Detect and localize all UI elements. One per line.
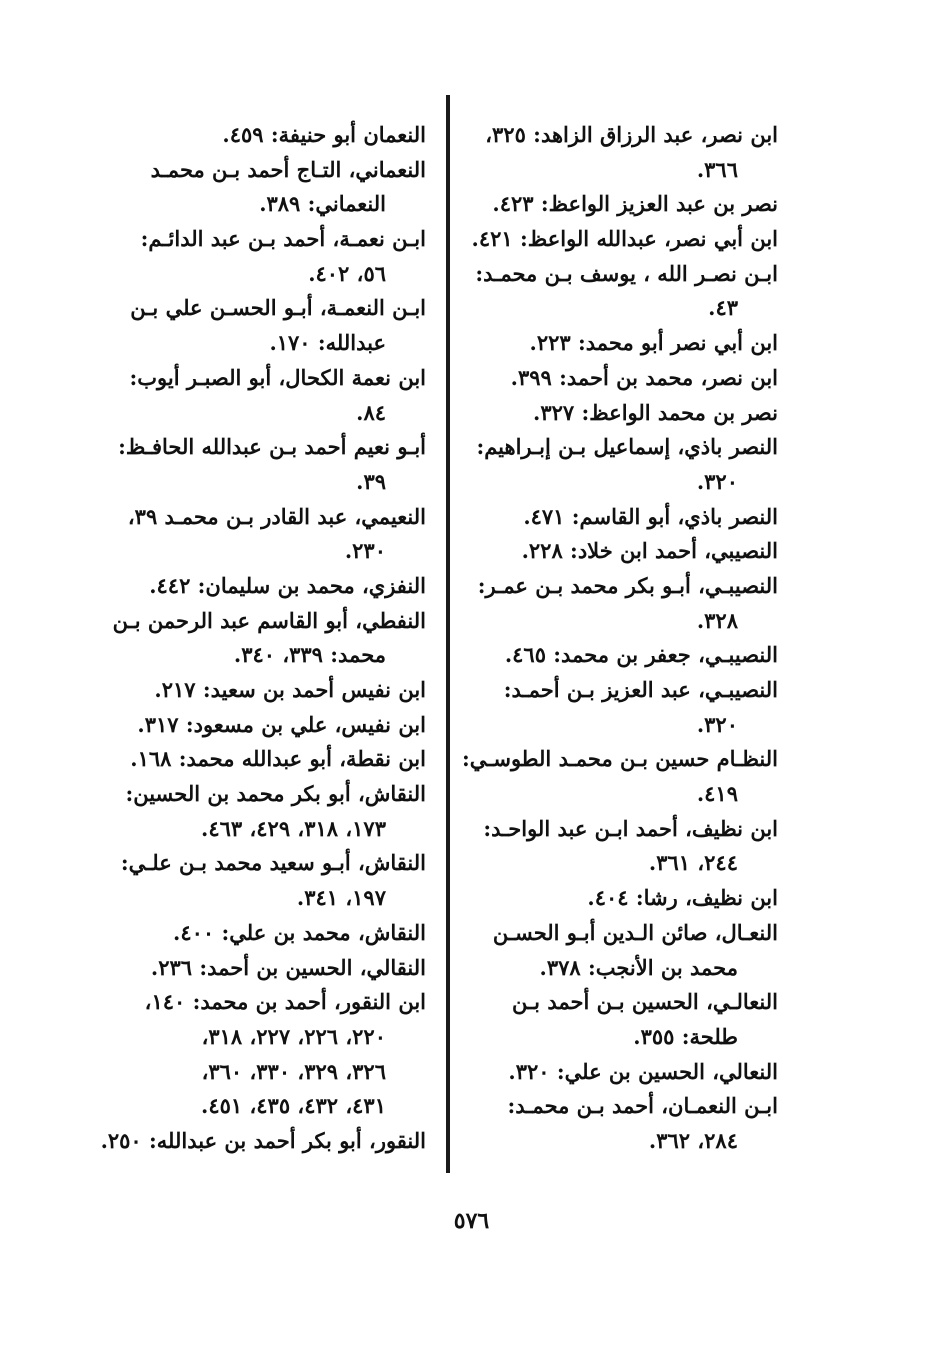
index-entry-line: عبدالله: ١٧٠. [269, 330, 386, 356]
index-entry-line: ابن أبي نصر أبو محمد: ٢٢٣. [529, 330, 778, 356]
index-entry-line: ابـن نصـر الله ، يوسف بـن محمـد: [475, 260, 778, 286]
index-entry-line: النفزي، محمد بن سليمان: ٤٤٢. [149, 572, 426, 598]
index-entry-line: ٤٣. [708, 295, 738, 321]
index-column-left [100, 118, 426, 1159]
index-entry-line: النصيبي، أحمد ابن خلاد: ٢٢٨. [521, 538, 778, 564]
index-entry-line: محمد بن الأنجب: ٣٧٨. [539, 954, 738, 980]
index-entry-line: النصيبـي، جعفر بن محمد: ٤٦٥. [504, 642, 778, 668]
index-entry-line: ٤٣١، ٤٣٢، ٤٣٥، ٤٥١. [201, 1093, 386, 1119]
page-number: ٥٧٦ [453, 1208, 490, 1234]
index-entry-line: النقالي، الحسين بن أحمد: ٢٣٦. [150, 954, 426, 980]
index-entry-line: ابن النقور، أحمد بن محمد: ١٤٠، [144, 989, 426, 1015]
index-entry-line: ٣٦٦. [696, 156, 738, 182]
index-entry-line: ابن نفيس أحمد بن سعيد: ٢١٧. [154, 677, 426, 702]
index-entry-line: ابن نصر، محمد بن أحمد: ٣٩٩. [510, 364, 778, 390]
index-entry-line: ابن نظيف، رشا: ٤٠٤. [587, 885, 778, 911]
index-entry-line: ابـن النعمـان، أحمد بـن محمـد: [507, 1093, 778, 1119]
index-entry-line: ٢٨٤، ٣٦٢. [648, 1127, 738, 1153]
index-entry-line: ابن نعمة الكحال، أبو الصبـر أيوب: [129, 364, 426, 390]
index-entry-line: النقاش، أبـو سعيد محمد بـن علـي: [120, 850, 426, 876]
index-entry-line: ابـن نعمـة، أحمد بـن عبد الدائـم: [140, 226, 426, 252]
index-entry-line: النعماني، التـاج أحمد بـن محمـد [150, 156, 426, 182]
index-entry-line: أبـو نعيم أحمد بـن عبدالله الحافـظ: [118, 434, 426, 460]
index-entry-line: ٣٩. [356, 468, 386, 494]
index-entry-line: النعالـي، الحسين بـن أحمد بـن [512, 989, 778, 1015]
index-entry-line: النصيبـي، عبد العزيز بـن أحمـد: [503, 677, 778, 702]
index-entry-line: النقاش، محمد بن علي: ٤٠٠. [173, 919, 426, 945]
index-entry-line: النعالي، الحسين بن علي: ٣٢٠. [508, 1058, 778, 1084]
index-entry-line: النصيبـي، أبـو بكر محمد بـن عمـر: [477, 572, 778, 598]
index-entry-line: ابن نصر، عبد الرزاق الزاهد: ٣٢٥، [485, 122, 778, 147]
index-entry-line: ٣٢٨. [696, 607, 738, 633]
index-entry-line: النعـال، صائن الـدين أبـو الحسـن [492, 919, 778, 945]
column-divider [446, 95, 450, 1173]
index-column-right [461, 118, 778, 1159]
index-entry-line: ٢٢٠، ٢٢٦، ٢٢٧، ٣١٨، [201, 1023, 386, 1049]
index-entry-line: ٣٢٠. [696, 468, 738, 494]
index-entry-line: نصر بن محمد الواعظ: ٣٢٧. [533, 399, 778, 425]
index-entry-line: ابن نقطة، أبو عبدالله محمد: ١٦٨. [130, 746, 426, 772]
index-entry-line: ابن أبي نصر، عبدالله الواعظ: ٤٢١. [471, 226, 778, 252]
index-entry-line: ٢٣٠. [344, 538, 386, 564]
index-entry-line: ١٧٣، ٣١٨، ٤٢٩، ٤٦٣. [201, 815, 386, 841]
index-entry-line: النعيمي، عبد القادر بـن محمـد ٣٩، [127, 503, 426, 529]
index-entry-line: النعمان أبو حنيفة: ٤٥٩. [222, 122, 426, 147]
index-entry-line: ١٩٧، ٣٤١. [296, 885, 386, 911]
index-entry-line: ٤١٩. [696, 781, 738, 807]
index-entry-line: النقاش، أبو بكر محمد بن الحسين: [125, 781, 426, 807]
index-entry-line: النصر باذي، إسماعيل بـن إبـراهيم: [476, 434, 778, 460]
index-entry-line: ٣٢٦، ٣٢٩، ٣٣٠، ٣٦٠، [201, 1058, 386, 1084]
index-entry-line: ٨٤. [356, 399, 386, 425]
index-entry-line: النقور، أبو بكر أحمد بن عبدالله: ٢٥٠. [100, 1127, 426, 1153]
index-entry-line: ٥٦، ٤٠٢. [308, 260, 386, 286]
index-entry-line: محمد: ٣٣٩، ٣٤٠. [233, 642, 386, 668]
index-entry-line: ٢٤٤، ٣٦١. [648, 850, 738, 876]
index-entry-line: النظـام حسين بـن محمـد الطوسـي: [461, 746, 778, 772]
index-entry-line: النعماني: ٣٨٩. [259, 191, 386, 217]
index-entry-line: ابن نفيس، علي بن مسعود: ٣١٧. [137, 711, 426, 737]
index-entry-line: طلحة: ٣٥٥. [633, 1023, 738, 1049]
index-entry-line: ابن نظيف، أحمد ابـن عبد الواحـد: [483, 815, 778, 841]
index-entry-line: ٣٢٠. [696, 711, 738, 737]
index-entry-line: النفطي، أبو القاسم عبد الرحمن بـن [112, 607, 426, 633]
index-entry-line: النصر باذي، أبو القاسم: ٤٧١. [523, 503, 778, 529]
index-entry-line: ابـن النعمـة، أبـو الحسـن علي بـن [130, 295, 426, 321]
index-entry-line: نصر بن عبد العزيز الواعظ: ٤٢٣. [492, 191, 778, 217]
